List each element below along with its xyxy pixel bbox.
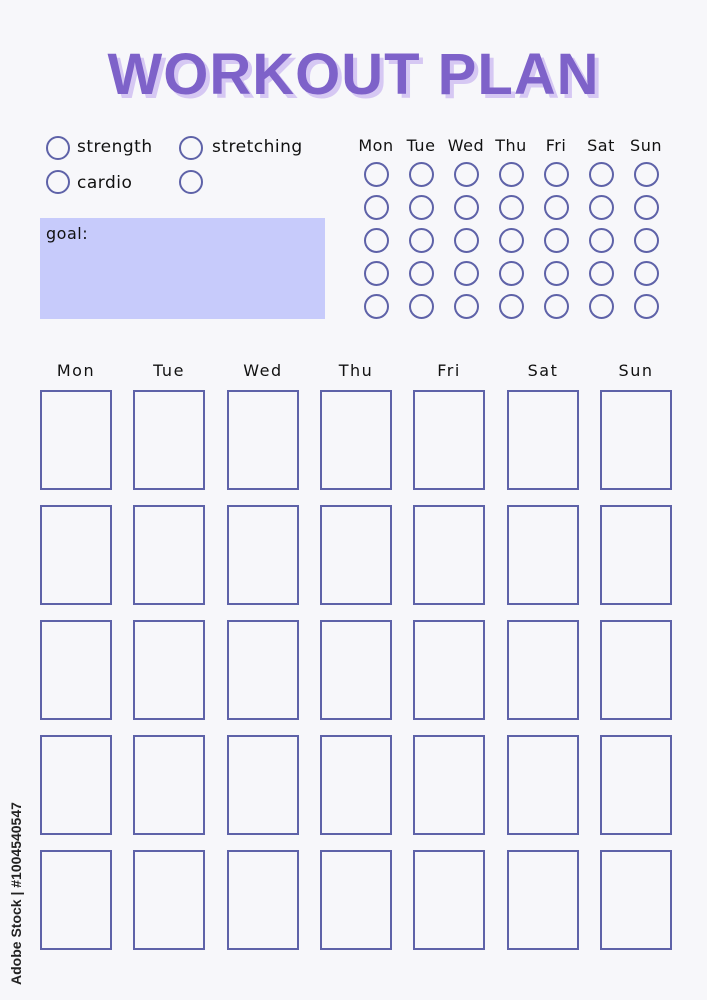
cardio-checkbox[interactable] <box>46 170 70 194</box>
tracker-checkbox[interactable] <box>364 294 389 319</box>
tracker-day-wed: Wed <box>447 136 485 155</box>
tracker-checkbox[interactable] <box>454 162 479 187</box>
plan-cell[interactable] <box>600 390 672 490</box>
goal-box[interactable] <box>40 218 325 319</box>
plan-cell[interactable] <box>507 850 579 950</box>
plan-cell[interactable] <box>600 735 672 835</box>
tracker-checkbox[interactable] <box>409 195 434 220</box>
plan-cell[interactable] <box>227 850 299 950</box>
tracker-checkbox[interactable] <box>409 294 434 319</box>
plan-cell[interactable] <box>227 735 299 835</box>
plan-cell[interactable] <box>40 850 112 950</box>
plan-cell[interactable] <box>600 850 672 950</box>
tracker-checkbox[interactable] <box>454 261 479 286</box>
stretching-label: stretching <box>212 137 303 157</box>
plan-cell[interactable] <box>40 505 112 605</box>
strength-checkbox[interactable] <box>46 136 70 160</box>
plan-day-wed: Wed <box>243 361 283 380</box>
plan-cell[interactable] <box>320 735 392 835</box>
tracker-day-mon: Mon <box>358 136 394 155</box>
plan-day-sat: Sat <box>527 361 559 380</box>
tracker-checkbox[interactable] <box>499 261 524 286</box>
plan-cell[interactable] <box>320 505 392 605</box>
plan-cell[interactable] <box>507 620 579 720</box>
tracker-checkbox[interactable] <box>589 195 614 220</box>
plan-cell[interactable] <box>413 390 485 490</box>
tracker-day-tue: Tue <box>406 136 436 155</box>
tracker-checkbox[interactable] <box>364 261 389 286</box>
plan-cell[interactable] <box>507 505 579 605</box>
tracker-checkbox[interactable] <box>499 294 524 319</box>
tracker-checkbox[interactable] <box>634 261 659 286</box>
plan-cell[interactable] <box>133 505 205 605</box>
plan-cell[interactable] <box>320 620 392 720</box>
tracker-checkbox[interactable] <box>364 162 389 187</box>
plan-cell[interactable] <box>227 390 299 490</box>
plan-cell[interactable] <box>40 390 112 490</box>
plan-cell[interactable] <box>413 735 485 835</box>
plan-cell[interactable] <box>133 735 205 835</box>
tracker-checkbox[interactable] <box>544 261 569 286</box>
tracker-checkbox[interactable] <box>589 228 614 253</box>
tracker-checkbox[interactable] <box>589 162 614 187</box>
tracker-checkbox[interactable] <box>409 228 434 253</box>
tracker-day-sat: Sat <box>587 136 615 155</box>
tracker-checkbox[interactable] <box>634 195 659 220</box>
page-title: WORKOUT PLAN <box>107 42 600 107</box>
plan-cell[interactable] <box>227 620 299 720</box>
plan-cell[interactable] <box>133 850 205 950</box>
tracker-checkbox[interactable] <box>634 162 659 187</box>
stock-id-watermark: Adobe Stock | #1004540547 <box>8 802 24 985</box>
tracker-day-fri: Fri <box>545 136 567 155</box>
tracker-checkbox[interactable] <box>634 294 659 319</box>
tracker-checkbox[interactable] <box>364 195 389 220</box>
tracker-checkbox[interactable] <box>544 162 569 187</box>
tracker-checkbox[interactable] <box>364 228 389 253</box>
plan-cell[interactable] <box>133 620 205 720</box>
plan-cell[interactable] <box>227 505 299 605</box>
plan-cell[interactable] <box>320 390 392 490</box>
tracker-checkbox[interactable] <box>589 294 614 319</box>
plan-cell[interactable] <box>40 620 112 720</box>
tracker-checkbox[interactable] <box>634 228 659 253</box>
plan-cell[interactable] <box>507 390 579 490</box>
tracker-checkbox[interactable] <box>544 195 569 220</box>
tracker-checkbox[interactable] <box>499 162 524 187</box>
tracker-checkbox[interactable] <box>454 195 479 220</box>
plan-day-tue: Tue <box>153 361 185 380</box>
tracker-checkbox[interactable] <box>499 195 524 220</box>
strength-label: strength <box>77 137 153 157</box>
plan-day-fri: Fri <box>437 361 461 380</box>
tracker-checkbox[interactable] <box>499 228 524 253</box>
stretching-checkbox[interactable] <box>179 136 203 160</box>
blank-checkbox[interactable] <box>179 170 203 194</box>
tracker-day-thu: Thu <box>495 136 527 155</box>
goal-label: goal: <box>46 224 89 243</box>
plan-day-thu: Thu <box>338 361 374 380</box>
plan-cell[interactable] <box>600 620 672 720</box>
tracker-day-sun: Sun <box>630 136 662 155</box>
plan-cell[interactable] <box>507 735 579 835</box>
tracker-checkbox[interactable] <box>409 162 434 187</box>
plan-cell[interactable] <box>413 505 485 605</box>
tracker-checkbox[interactable] <box>544 228 569 253</box>
tracker-checkbox[interactable] <box>589 261 614 286</box>
plan-cell[interactable] <box>320 850 392 950</box>
plan-cell[interactable] <box>133 390 205 490</box>
plan-cell[interactable] <box>413 620 485 720</box>
plan-cell[interactable] <box>600 505 672 605</box>
plan-cell[interactable] <box>40 735 112 835</box>
tracker-checkbox[interactable] <box>409 261 434 286</box>
tracker-checkbox[interactable] <box>454 294 479 319</box>
tracker-checkbox[interactable] <box>544 294 569 319</box>
tracker-checkbox[interactable] <box>454 228 479 253</box>
plan-day-mon: Mon <box>56 361 96 380</box>
plan-cell[interactable] <box>413 850 485 950</box>
plan-day-sun: Sun <box>618 361 654 380</box>
cardio-label: cardio <box>77 173 133 193</box>
